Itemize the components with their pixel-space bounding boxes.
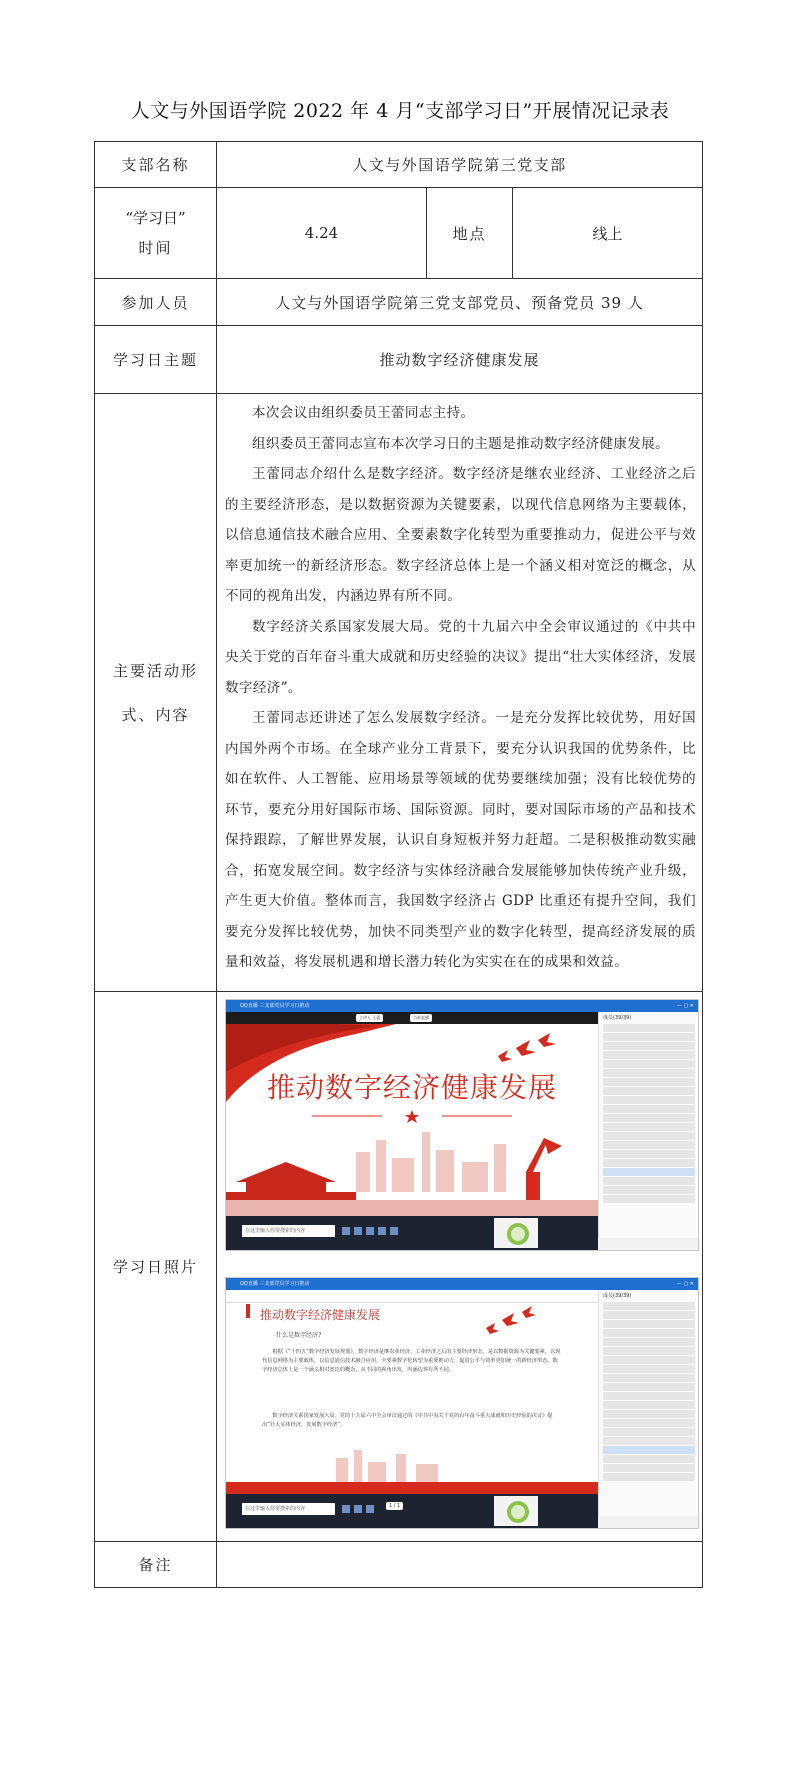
slide-title: 推动数字经济健康发展 <box>260 1308 381 1322</box>
activity-paragraph: 王蕾同志介绍什么是数字经济。数字经济是继农业经济、工业经济之后的主要经济形态，是以数据资源为关键要素，以现代信息网络为主要载体，以信息通信技术融合应用、全要素数字化转型为重要推动力，促进公平与效率更加统一的新经济形态。数字经济总体上是一个涵义相对宽泛的概念，从不同的视角出发，内涵边界有所不同。 <box>225 466 697 604</box>
activity-row <box>95 394 703 992</box>
window-controls-icon: — ▢ ✕ <box>676 1003 694 1009</box>
theme-row <box>95 326 703 394</box>
window-titlebar <box>226 1278 698 1290</box>
time-label-line1: “学习日” <box>125 209 186 227</box>
page-indicator: 1 / 1 <box>386 1502 403 1510</box>
remarks-row <box>95 1542 703 1588</box>
doves-icon <box>486 1306 536 1334</box>
member-row[interactable] <box>603 1186 695 1194</box>
member-panel <box>598 1290 699 1516</box>
doves-icon <box>498 1033 556 1062</box>
member-row[interactable] <box>603 1069 695 1077</box>
place-value: 线上 <box>513 188 703 279</box>
time-value: 4.24 <box>217 188 427 279</box>
member-row[interactable] <box>603 1329 695 1337</box>
activity-paragraph: 本次会议由组织委员王蕾同志主持。 <box>252 405 475 421</box>
slide-decoration <box>226 1012 598 1216</box>
remarks-label: 备注 <box>95 1542 217 1588</box>
window-titlebar <box>226 1000 698 1012</box>
member-row[interactable] <box>603 1195 695 1203</box>
activity-paragraph: 组织委员王蕾同志宣布本次学习日的主题是推动数字经济健康发展。 <box>252 435 669 452</box>
taskbar-app-icon[interactable] <box>366 1505 374 1513</box>
member-row[interactable] <box>603 1033 695 1041</box>
skyline-decoration <box>336 1450 438 1482</box>
star-icon <box>405 1110 419 1123</box>
member-row[interactable] <box>603 1365 695 1373</box>
slide-paragraph-2: 数字经济关系国家发展大局。党的十九届六中全会审议通过的《中共中央关于党的百年奋斗重大成就和历史经验的决议》提出“壮大实体经济，发展数字经济”。 <box>262 1413 553 1428</box>
member-row[interactable] <box>603 1159 695 1167</box>
taskbar-app-icon[interactable] <box>342 1227 350 1235</box>
member-row[interactable] <box>603 1464 695 1472</box>
member-row[interactable] <box>603 1401 695 1409</box>
member-row[interactable] <box>603 1410 695 1418</box>
activity-label-line2: 式、内容 <box>121 705 190 724</box>
branch-label: 支部名称 <box>95 142 217 188</box>
taskbar-app-icon[interactable] <box>378 1227 386 1235</box>
title-marker <box>246 1304 250 1318</box>
member-row-selected[interactable] <box>603 1168 695 1176</box>
activity-paragraph: 数字经济关系国家发展大局。党的十九届六中全会审议通过的《中共中央关于党的百年奋斗重大成就和历史经验的决议》提出“壮大实体经济，发展数字经济”。 <box>225 618 697 696</box>
member-row[interactable] <box>603 1338 695 1346</box>
time-label-line2: 时间 <box>138 239 173 257</box>
participants-label: 参加人员 <box>95 279 217 326</box>
branch-row <box>95 142 703 188</box>
taskbar <box>226 1216 598 1250</box>
slide-footer-band <box>226 1482 598 1494</box>
member-panel <box>598 1012 699 1238</box>
skyline-decoration <box>356 1132 506 1192</box>
window-controls-icon: — ▢ ✕ <box>676 1281 694 1287</box>
member-row[interactable] <box>603 1374 695 1382</box>
member-row-selected[interactable] <box>603 1446 695 1454</box>
participants-row <box>95 279 703 326</box>
member-row[interactable] <box>603 1096 695 1104</box>
member-row[interactable] <box>603 1473 695 1481</box>
photos-row <box>95 992 703 1542</box>
member-row[interactable] <box>603 1123 695 1131</box>
photos-cell <box>217 992 703 1542</box>
webcam-preview <box>494 1218 538 1248</box>
member-row[interactable] <box>603 1356 695 1364</box>
slide-title: 推动数字经济健康发展 <box>266 1071 557 1104</box>
record-table <box>94 141 703 1588</box>
member-row[interactable] <box>603 1060 695 1068</box>
member-row[interactable] <box>603 1114 695 1122</box>
webcam-preview <box>494 1496 538 1526</box>
remarks-value <box>217 1542 703 1588</box>
activity-label-line1: 主要活动形 <box>112 661 198 680</box>
member-row[interactable] <box>603 1132 695 1140</box>
member-row[interactable] <box>603 1042 695 1050</box>
member-row[interactable] <box>603 1177 695 1185</box>
taskbar-app-icon[interactable] <box>354 1227 362 1235</box>
member-row[interactable] <box>603 1105 695 1113</box>
taskbar-search[interactable]: 在这里输入你要搜索的内容 <box>242 1503 335 1515</box>
lime-icon <box>494 1496 538 1526</box>
activity-paragraph: 王蕾同志还讲述了怎么发展数字经济。一是充分发挥比较优势，用好国内国外两个市场。在全球产业分工背景下，要充分认识我国的优势条件，比如在软件、人工智能、应用场景等领域的优势要继续加强；没有比较优势的环节，要充分用好国际市场、国际资源。同时，要对国际市场的产品和技术保持跟踪，了解世界发展，认识自身短板并努力赶超。二是积极推动数实融合，拓宽发展空间。数字经济与实体经济融合发展能够加快传统产业升级，产生更大价值。整体而言，我国数字经济占 GDP 比重还有提升空间，我们要充分发挥比较优势，加快不同类型产业的数字化转型，提高经济发展的质量和效益，将发展机遇和增长潜力转化为实实在在的成果和效益。 <box>225 710 697 970</box>
member-row[interactable] <box>603 1383 695 1391</box>
taskbar <box>226 1494 598 1528</box>
activity-label <box>95 394 217 992</box>
member-row[interactable] <box>603 1428 695 1436</box>
time-label <box>95 188 217 279</box>
slide-question: 什么是数字经济? <box>276 1332 322 1339</box>
flag-figure-icon <box>526 1138 562 1202</box>
member-row[interactable] <box>603 1087 695 1095</box>
photo-screenshot-2 <box>225 1277 699 1529</box>
window-title: QQ直播 三支部党员学习日推动 <box>240 1281 310 1287</box>
slide-content <box>226 1290 598 1494</box>
member-row[interactable] <box>603 1078 695 1086</box>
slide-cover <box>226 1012 598 1216</box>
activity-content <box>217 394 703 992</box>
member-row[interactable] <box>603 1141 695 1149</box>
member-panel-header: 成员(39/39) <box>603 1015 632 1021</box>
participants-value: 人文与外国语学院第三党支部党员、预备党员 39 人 <box>217 279 703 326</box>
member-row[interactable] <box>603 1320 695 1328</box>
taskbar-search[interactable]: 在这里输入你要搜索的内容 <box>242 1225 335 1237</box>
photos-label: 学习日照片 <box>95 992 217 1542</box>
theme-value: 推动数字经济健康发展 <box>217 326 703 394</box>
member-row[interactable] <box>603 1437 695 1445</box>
live-pill: 当前直播 <box>410 1014 432 1022</box>
member-panel-header: 成员(39/39) <box>603 1293 632 1299</box>
window-title: QQ直播 三支部党员学习日推动 <box>240 1003 310 1009</box>
member-row[interactable] <box>603 1150 695 1158</box>
place-label: 地点 <box>427 188 513 279</box>
taskbar-app-icon[interactable] <box>366 1227 374 1235</box>
member-row[interactable] <box>603 1024 695 1032</box>
time-row <box>95 188 703 279</box>
branch-value: 人文与外国语学院第三党支部 <box>217 142 703 188</box>
member-row[interactable] <box>603 1347 695 1355</box>
slide-footer-band <box>226 1200 598 1216</box>
member-row[interactable] <box>603 1392 695 1400</box>
member-row[interactable] <box>603 1051 695 1059</box>
member-row[interactable] <box>603 1302 695 1310</box>
photo-screenshot-1 <box>225 999 699 1251</box>
presenter-pill: 主讲人 王蕾 <box>356 1014 383 1022</box>
member-row[interactable] <box>603 1311 695 1319</box>
member-row[interactable] <box>603 1419 695 1427</box>
lime-icon <box>494 1218 538 1248</box>
page-title: 人文与外国语学院 2022 年 4 月“支部学习日”开展情况记录表 <box>130 100 670 122</box>
taskbar-app-icon[interactable] <box>342 1505 350 1513</box>
tiananmen-icon <box>226 1162 356 1206</box>
slide-paragraph-1: 根据《“十四五”数字经济发展规划》，数字经济是继农业经济、工业经济之后的主要经济形态，是以数据资源为关键要素，以现代信息网络为主要载体，以信息通信技术融合应用、全要素数字化转型为重要推动力，促进公平与效率更加统一的新经济形态。数字经济总体上是一个涵义相对宽泛的概念，从不同的视角出发，内涵边界有所不同。 <box>262 1349 561 1373</box>
theme-label: 学习日主题 <box>95 326 217 394</box>
member-row[interactable] <box>603 1455 695 1463</box>
taskbar-app-icon[interactable] <box>390 1227 398 1235</box>
taskbar-app-icon[interactable] <box>354 1505 362 1513</box>
